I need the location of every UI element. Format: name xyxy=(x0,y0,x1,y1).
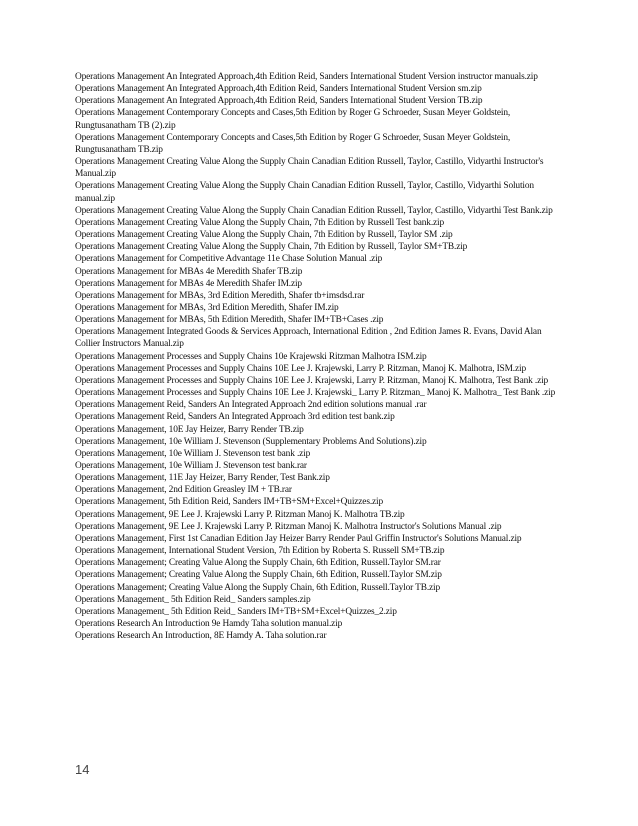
list-item: Operations Research An Introduction, 8E Hamdy A. Taha solution.rar xyxy=(75,631,327,642)
list-item: Operations Management for Competitive Advantage 11e Chase Solution Manual .zip xyxy=(75,254,383,265)
list-item: Operations Management Creating Value Along the Supply Chain, 7th Edition by Russell Test bank.zip xyxy=(75,217,445,228)
list-item: Operations Management, International Student Version, 7th Edition by Roberta S. Russell SM+TB.zip xyxy=(75,546,445,557)
list-item: Operations Management, 10e William J. Stevenson test bank.rar xyxy=(75,461,307,471)
list-item: Operations Management for MBAs, 5th Edition Meredith, Shafer IM+TB+Cases .zip xyxy=(75,315,384,326)
list-item: Operations Management Processes and Supply Chains 10E Lee J. Krajewski_ Larry P. Ritzman_ Manoj K. Malhotra_ Test Bank .zip xyxy=(75,388,556,399)
list-item: Operations Management Reid, Sanders An Integrated Approach 2nd edition solutions manual .rar xyxy=(75,400,427,411)
list-item: Operations Management Reid, Sanders An Integrated Approach 3rd edition test bank.zip xyxy=(75,412,395,423)
list-item: Operations Management for MBAs, 3rd Edition Meredith, Shafer IM.zip xyxy=(75,302,339,313)
list-item: Operations Management for MBAs 4e Meredith Shafer TB.zip xyxy=(75,266,303,277)
list-item: Operations Management Creating Value Along the Supply Chain Canadian Edition Russell, Taylor, Castillo, Vidyarthi Solution manual.zip xyxy=(75,181,534,204)
list-item: Operations Management Processes and Supply Chains 10E Lee J. Krajewski, Larry P. Ritzman, Manoj K. Malhotra, ISM.zip xyxy=(75,363,527,374)
list-item: Operations Management_ 5th Edition Reid_ Sanders IM+TB+SM+Excel+Quizzes_2.zip xyxy=(75,606,397,617)
list-item: Operations Management Processes and Supply Chains 10E Lee J. Krajewski, Larry P. Ritzman, Manoj K. Malhotra, Test Bank .zip xyxy=(75,375,549,386)
list-item: Operations Management Creating Value Along the Supply Chain, 7th Edition by Russell, Taylor SM .zip xyxy=(75,230,453,241)
list-item: Operations Management Creating Value Along the Supply Chain Canadian Edition Russell, Taylor, Castillo, Vidyarthi Test Bank.zip xyxy=(75,205,553,216)
list-item: Operations Management An Integrated Approach,4th Edition Reid, Sanders International Student Version sm.zip xyxy=(75,84,482,95)
list-item: Operations Management Creating Value Along the Supply Chain, 7th Edition by Russell, Taylor SM+TB.zip xyxy=(75,242,468,253)
list-item: Operations Management, First 1st Canadian Edition Jay Heizer Barry Render Paul Griffin Instructor's Solutions Manual.zip xyxy=(75,533,522,544)
list-item: Operations Management An Integrated Approach,4th Edition Reid, Sanders International Student Version instructor manuals.zip xyxy=(75,72,538,82)
list-item: Operations Management, 10e William J. Stevenson test bank .zip xyxy=(75,448,311,459)
list-item: Operations Management Processes and Supply Chains 10e Krajewski Ritzman Malhotra ISM.zip xyxy=(75,351,427,362)
page-number: 14 xyxy=(75,762,90,777)
list-item: Operations Management Creating Value Along the Supply Chain Canadian Edition Russell, Taylor, Castillo, Vidyarthi Instructor's Manual.zip xyxy=(75,157,544,180)
list-item: Operations Management; Creating Value Along the Supply Chain, 6th Edition, Russell.Taylor SM.rar xyxy=(75,558,441,569)
list-item: Operations Management for MBAs, 3rd Edition Meredith, Shafer tb+imsdsd.rar xyxy=(75,290,365,301)
list-item: Operations Management, 9E Lee J. Krajewski Larry P. Ritzman Manoj K. Malhotra TB.zip xyxy=(75,509,405,520)
list-item: Operations Management, 9E Lee J. Krajewski Larry P. Ritzman Manoj K. Malhotra Instructor's Solutions Manual .zip xyxy=(75,521,502,532)
list-item: Operations Management, 10E Jay Heizer, Barry Render TB.zip xyxy=(75,424,304,435)
list-item: Operations Management, 5th Edition Reid, Sanders IM+TB+SM+Excel+Quizzes.zip xyxy=(75,497,384,508)
list-item: Operations Research An Introduction 9e Hamdy Taha solution manual.zip xyxy=(75,619,343,630)
list-item: Operations Management An Integrated Approach,4th Edition Reid, Sanders International Student Version TB.zip xyxy=(75,96,483,107)
list-item: Operations Management, 10e William J. Stevenson (Supplementary Problems And Solutions).zip xyxy=(75,436,427,447)
list-item: Operations Management for MBAs 4e Meredith Shafer IM.zip xyxy=(75,278,302,289)
list-item: Operations Management, 2nd Edition Greasley IM + TB.rar xyxy=(75,485,292,496)
list-item: Operations Management, 11E Jay Heizer, Barry Render, Test Bank.zip xyxy=(75,473,330,484)
list-item: Operations Management Contemporary Concepts and Cases,5th Edition by Roger G Schroeder, Susan Meyer Goldstein, Rungtusanatham TB (2).zip xyxy=(75,108,511,131)
list-item: Operations Management Integrated Goods & Services Approach, International Edition , 2nd Edition James R. Evans, David Alan Collier Instructors Manual.zip xyxy=(75,327,542,350)
list-item: Operations Management_ 5th Edition Reid_ Sanders samples.zip xyxy=(75,594,311,605)
list-item: Operations Management Contemporary Concepts and Cases,5th Edition by Roger G Schroeder, Susan Meyer Goldstein, Rungtusanatham TB.zip xyxy=(75,132,511,155)
list-item: Operations Management; Creating Value Along the Supply Chain, 6th Edition, Russell.Taylor TB.zip xyxy=(75,582,441,593)
file-listing xyxy=(75,71,567,642)
list-item: Operations Management; Creating Value Along the Supply Chain, 6th Edition, Russell.Taylor SM.zip xyxy=(75,570,442,581)
